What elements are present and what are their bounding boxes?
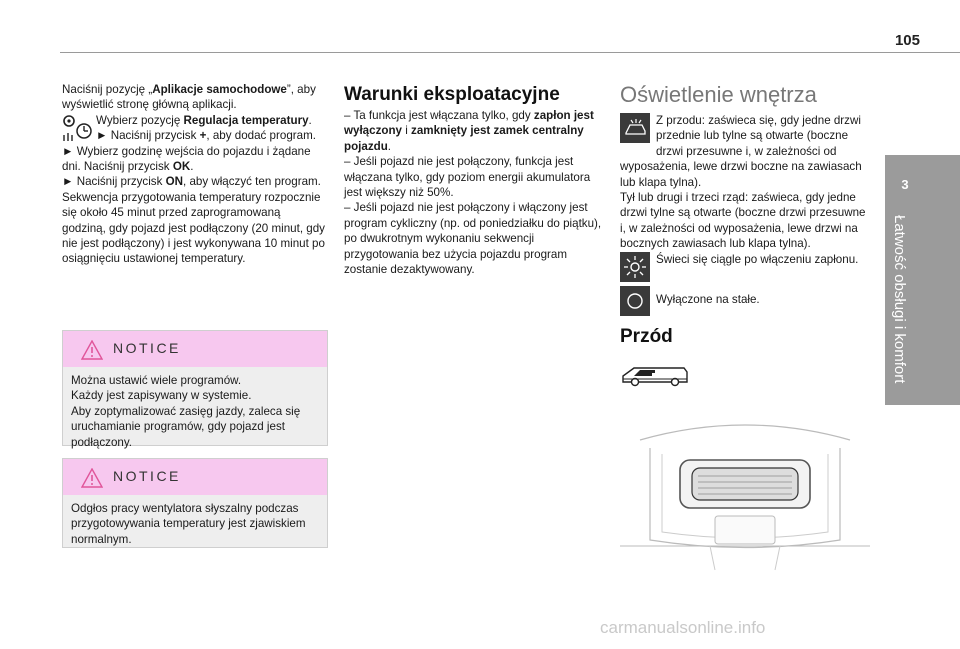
warning-icon (81, 468, 103, 488)
section-title-operating-conditions: Warunki eksploatacyjne (344, 84, 560, 105)
column-3 (620, 113, 870, 318)
lighting-on: Świeci się ciągle po włączeniu zapłonu. (656, 252, 859, 266)
lighting-front: Z przodu: zaświeca się, gdy jedne drzwi przednie lub tylne są otwarte (boczne drzwi przesuwne i, w zależności od wyposażenia, lewe drzwi boczne na zawiasach lub klapa tylna). (620, 114, 862, 189)
lighting-off: Wyłączone na stałe. (656, 292, 760, 306)
column-2 (344, 108, 606, 277)
paragraph-time: ► Wybierz godzinę wejścia do pojazdu i żądane dni. Naciśnij przycisk OK. (62, 144, 311, 174)
van-icon (620, 362, 690, 388)
column-1 (62, 82, 327, 267)
section-title-interior-lighting: Oświetlenie wnętrza (620, 82, 817, 107)
paragraph-on: ► Naciśnij przycisk ON, aby włączyć ten program. (62, 175, 321, 189)
page-number: 105 (894, 32, 920, 49)
notice-header (63, 459, 327, 495)
condition-1: – Ta funkcja jest włączana tylko, gdy zapłon jest wyłączony i zamknięty jest zamek centralny pojazdu. (344, 109, 594, 153)
chapter-title-wrap (892, 215, 912, 395)
notice-body: Można ustawić wiele programów. Każdy jest zapisywany w systemie. Aby zoptymalizować zasięg jazdy, zaleca się uruchamianie programów, gdy pojazd jest podłączony. (71, 374, 301, 449)
subsection-title-front: Przód (620, 326, 673, 347)
condition-2: – Jeśli pojazd nie jest połączony, funkcja jest włączana tylko, gdy poziom energii akumulatora jest większy niż 50%. (344, 155, 591, 200)
paragraph-select: Wybierz pozycję Regulacja temperatury. (96, 113, 312, 127)
header-rule (60, 52, 960, 53)
notice-label: NOTICE (113, 468, 181, 484)
warning-icon (81, 340, 103, 360)
notice-header (63, 331, 327, 367)
door-light-icon (620, 113, 650, 143)
light-off-icon (620, 286, 650, 316)
chapter-title: Łatwość obsługi i komfort (891, 215, 908, 384)
notice-box-1 (62, 330, 328, 449)
watermark: carmanualsonline.info (600, 618, 766, 637)
paragraph-add: ► Naciśnij przycisk +, aby dodać program. (96, 129, 316, 143)
paragraph-apps: Naciśnij pozycję „Aplikacje samochodowe”, aby wyświetlić stronę główną aplikacji. (62, 83, 316, 112)
notice-box-2 (62, 458, 328, 548)
notice-body: Odgłos pracy wentylatora słyszalny podczas przygotowywania temperatury jest zjawiskiem normalnym. (71, 502, 306, 546)
climate-settings-icon (62, 113, 94, 143)
chapter-number: 3 (901, 177, 909, 192)
front-ceiling-light-illustration (620, 420, 870, 580)
paragraph-sequence: Sekwencja przygotowania temperatury rozpocznie się około 45 minut przed zaprogramowaną godziną, gdy pojazd jest podłączony (20 minut, gdy nie jest podłączony) i jest wykonywana 10 minut po osiągnięciu ustawionej temperatury. (62, 190, 325, 266)
notice-label: NOTICE (113, 340, 181, 356)
condition-3: – Jeśli pojazd nie jest połączony i włączony jest program cykliczny (np. od poniedziałku do piątku), po dwukrotnym wykonaniu sekwencji przygotowania bez użycia pojazdu program zostanie dezaktywowany. (344, 201, 602, 277)
light-on-icon (620, 252, 650, 282)
lighting-rear: Tył lub drugi i trzeci rząd: zaświeca, gdy jedne drzwi tylne są otwarte (boczne drzwi przesuwne i, w zależności od wyposażenia, lewe drzwi na bocznych zawiasach lub klapa tylna). (620, 191, 866, 251)
